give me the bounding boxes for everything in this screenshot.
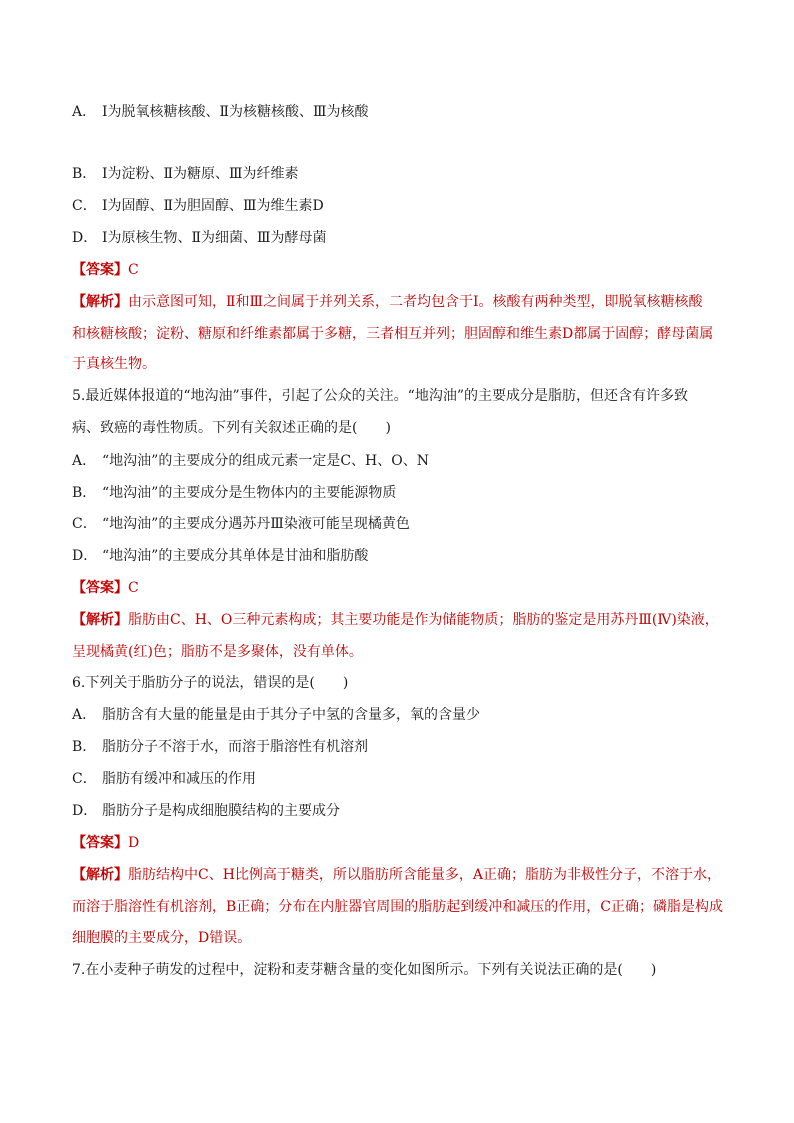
q4-analysis-line-1 (72, 294, 722, 310)
q4-analysis-line-2: 和核糖核酸；淀粉、糖原和纤维素都属于多糖，三者相互并列；胆固醇和维生素D都属于固醇；酵母菌属 (72, 326, 714, 342)
option-text: “地沟油”的主要成分是生物体内的主要能源物质 (102, 485, 397, 501)
option-letter: D． (72, 230, 98, 246)
q5-stem-line-2: 病、致癌的毒性物质。下列有关叙述正确的是( ) (72, 420, 391, 436)
option-letter: A． (72, 707, 97, 723)
option-text: “地沟油”的主要成分遇苏丹Ⅲ染液可能呈现橘黄色 (102, 516, 410, 532)
answer-value: C (128, 580, 139, 596)
q4-option-b (72, 166, 722, 182)
q6-stem: 6.下列关于脂肪分子的说法，错误的是( ) (72, 675, 349, 691)
answer-label: 【答案】 (72, 835, 128, 851)
option-text: 脂肪分子是构成细胞膜结构的主要成分 (102, 803, 340, 819)
analysis-label: 【解析】 (72, 867, 128, 883)
q6-analysis-line-3: 细胞膜的主要成分，D错误。 (72, 930, 252, 946)
q5-option-d (72, 548, 722, 564)
analysis-text: 脂肪结构中C、H比例高于糖类，所以脂肪所含能量多，A正确；脂肪为非极性分子，不溶于水， (128, 867, 722, 883)
answer-label: 【答案】 (72, 262, 128, 278)
option-text: 脂肪有缓冲和减压的作用 (102, 771, 256, 787)
q4-option-a (72, 104, 722, 120)
analysis-label: 【解析】 (72, 294, 128, 310)
option-letter: A． (72, 453, 97, 469)
q4-analysis-line-3: 于真核生物。 (72, 356, 156, 372)
option-letter: B． (72, 485, 97, 501)
q5-analysis-line-2: 呈现橘黄(红)色；脂肪不是多聚体，没有单体。 (72, 644, 363, 660)
option-text: 脂肪含有大量的能量是由于其分子中氢的含量多，氧的含量少 (102, 707, 480, 723)
q5-analysis-line-1 (72, 612, 722, 628)
answer-value: D (128, 835, 140, 851)
q4-option-d (72, 230, 722, 246)
option-text: “地沟油”的主要成分其单体是甘油和脂肪酸 (102, 548, 369, 564)
answer-value: C (128, 262, 139, 278)
q6-analysis-line-1 (72, 867, 722, 883)
option-letter: B． (72, 166, 97, 182)
option-letter: B． (72, 739, 97, 755)
q5-answer (72, 580, 722, 596)
option-letter: A． (72, 104, 97, 120)
q5-option-c (72, 516, 722, 532)
option-text: Ⅰ为淀粉、Ⅱ为糖原、Ⅲ为纤维素 (102, 166, 299, 182)
q6-option-d (72, 803, 722, 819)
option-letter: C． (72, 516, 97, 532)
option-letter: C． (72, 198, 97, 214)
q6-analysis-line-2: 而溶于脂溶性有机溶剂，B正确；分布在内脏器官周围的脂肪起到缓冲和减压的作用，C正确；磷脂是构成 (72, 899, 723, 915)
q7-stem: 7.在小麦种子萌发的过程中，淀粉和麦芽糖含量的变化如图所示。下列有关说法正确的是( ) (72, 962, 657, 978)
analysis-text: 脂肪由C、H、O三种元素构成；其主要功能是作为储能物质；脂肪的鉴定是用苏丹Ⅲ(Ⅳ)染液， (128, 612, 719, 628)
q5-stem-line-1: 5.最近媒体报道的“地沟油”事件，引起了公众的关注。“地沟油”的主要成分是脂肪，但还含有许多致 (72, 388, 688, 404)
q6-answer (72, 835, 722, 851)
q5-option-b (72, 485, 722, 501)
option-letter: D． (72, 803, 98, 819)
option-text: Ⅰ为固醇、Ⅱ为胆固醇、Ⅲ为维生素D (102, 198, 324, 214)
q6-option-b (72, 739, 722, 755)
q4-option-c (72, 198, 722, 214)
analysis-label: 【解析】 (72, 612, 128, 628)
analysis-text: 由示意图可知，Ⅱ和Ⅲ之间属于并列关系，二者均包含于Ⅰ。核酸有两种类型，即脱氧核糖核酸 (128, 294, 703, 310)
q5-option-a (72, 453, 722, 469)
option-text: “地沟油”的主要成分的组成元素一定是C、H、O、N (102, 453, 429, 469)
answer-label: 【答案】 (72, 580, 128, 596)
option-text: Ⅰ为脱氧核糖核酸、Ⅱ为核糖核酸、Ⅲ为核酸 (102, 104, 369, 120)
q4-answer (72, 262, 722, 278)
option-text: Ⅰ为原核生物、Ⅱ为细菌、Ⅲ为酵母菌 (102, 230, 327, 246)
option-letter: D． (72, 548, 98, 564)
option-letter: C． (72, 771, 97, 787)
option-text: 脂肪分子不溶于水，而溶于脂溶性有机溶剂 (102, 739, 368, 755)
q6-option-c (72, 771, 722, 787)
q6-option-a (72, 707, 722, 723)
